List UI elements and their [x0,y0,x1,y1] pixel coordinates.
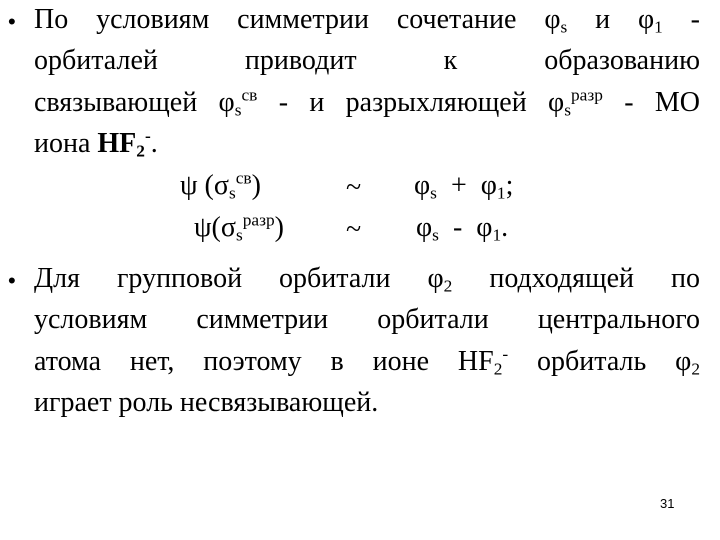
p2-line-2: условиям симметрии орбитали центрального [34,304,700,335]
formula-2: $\psi(\sigma_s^{разр})$ [194,210,284,245]
p1-line-2: орбиталей приводит к образованию [34,45,700,76]
p1-line-3: связывающей $\varphi_s^{св}$ - и разрыхляющей $\varphi_s^{разр}$ - МО [34,85,700,120]
p2-line-1: Для групповой орбитали $\varphi_2$ подходящей по [34,263,700,296]
formula-2-tilde: ~ [346,214,362,245]
bullet-2: • [8,268,16,293]
p2-line-3: атома нет, поэтому в ионе $HF_2^-$ орбиталь $\varphi_2$ [34,344,700,379]
bullet-1: • [8,9,16,34]
formula-2-rhs: $\varphi_s - \varphi_1$. [416,212,509,245]
formula-1-rhs: $\varphi_s + \varphi_1$; [414,170,514,203]
p2-line-4: играет роль несвязывающей. [34,387,379,418]
p1-line-4: иона $HF_2^-$. [34,126,158,161]
formula-1: ψ $(\sigma_s^{св})$ [180,168,261,203]
page-number: 31 [660,496,675,511]
formula-1-tilde: ~ [346,172,362,203]
p1-line-1: По условиям симметрии сочетание $\varphi_s$ и $\varphi_1$ - [34,4,700,37]
